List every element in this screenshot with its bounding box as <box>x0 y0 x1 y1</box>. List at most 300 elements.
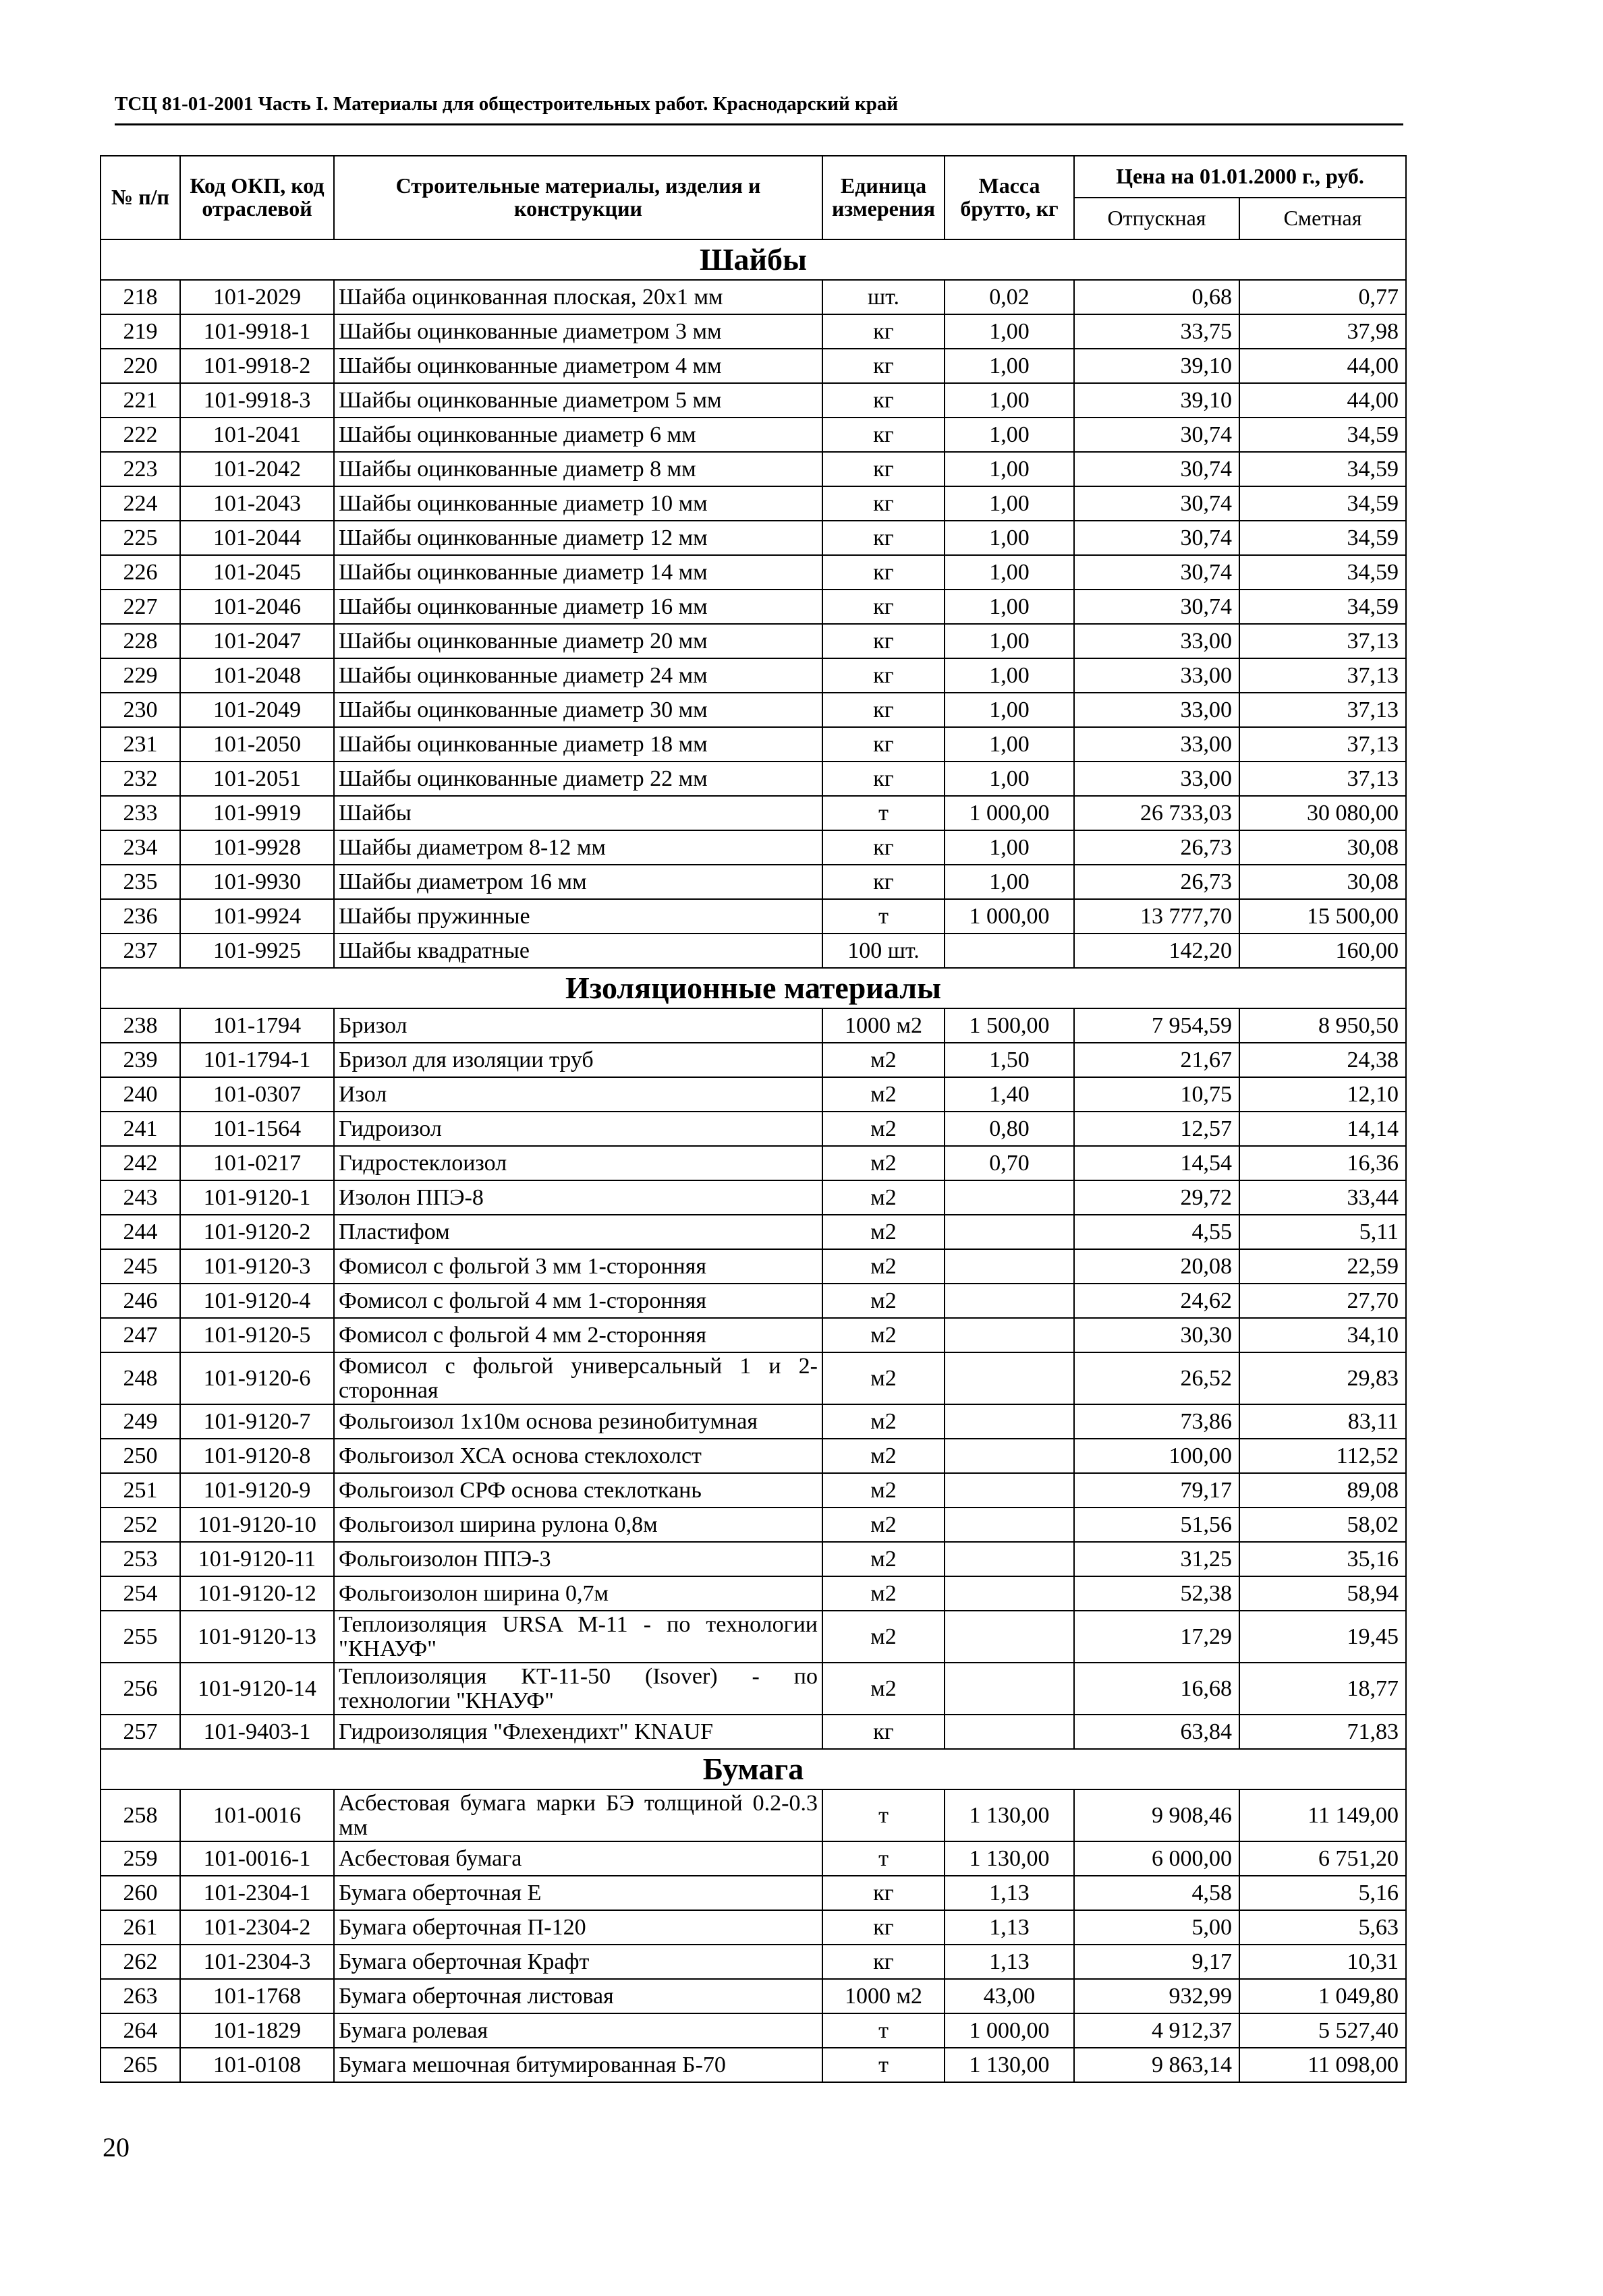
cell-num: 250 <box>101 1439 180 1473</box>
cell-code: 101-2048 <box>180 658 334 693</box>
cell-name: Шайбы оцинкованные диаметр 24 мм <box>334 658 822 693</box>
cell-unit: кг <box>822 727 945 762</box>
cell-num: 244 <box>101 1215 180 1249</box>
cell-unit: кг <box>822 486 945 521</box>
cell-estimate: 11 149,00 <box>1239 1789 1406 1841</box>
materials-table <box>100 155 1407 2083</box>
cell-estimate: 35,16 <box>1239 1542 1406 1576</box>
cell-num: 252 <box>101 1508 180 1542</box>
cell-code: 101-2044 <box>180 521 334 555</box>
cell-mass: 1,00 <box>945 383 1074 418</box>
cell-code: 101-9918-2 <box>180 349 334 383</box>
cell-name: Шайбы квадратные <box>334 934 822 968</box>
cell-num: 261 <box>101 1910 180 1945</box>
cell-unit: м2 <box>822 1284 945 1318</box>
cell-num: 230 <box>101 693 180 727</box>
cell-num: 220 <box>101 349 180 383</box>
cell-name: Бумага оберточная листовая <box>334 1979 822 2013</box>
cell-unit: т <box>822 899 945 934</box>
cell-release: 33,00 <box>1074 762 1239 796</box>
cell-unit: т <box>822 2013 945 2048</box>
cell-release: 9,17 <box>1074 1945 1239 1979</box>
cell-release: 12,57 <box>1074 1112 1239 1146</box>
cell-release: 26 733,03 <box>1074 796 1239 830</box>
cell-release: 33,00 <box>1074 658 1239 693</box>
cell-name: Шайба оцинкованная плоская, 20х1 мм <box>334 280 822 314</box>
cell-estimate: 1 049,80 <box>1239 1979 1406 2013</box>
cell-code: 101-9120-1 <box>180 1180 334 1215</box>
cell-release: 10,75 <box>1074 1077 1239 1112</box>
cell-num: 239 <box>101 1043 180 1077</box>
table-row <box>101 1404 1406 1439</box>
cell-num: 241 <box>101 1112 180 1146</box>
cell-unit: кг <box>822 452 945 486</box>
cell-name: Бризол для изоляции труб <box>334 1043 822 1077</box>
cell-release: 33,75 <box>1074 314 1239 349</box>
cell-code: 101-9919 <box>180 796 334 830</box>
cell-unit: м2 <box>822 1576 945 1611</box>
cell-mass: 1,00 <box>945 452 1074 486</box>
cell-mass <box>945 1215 1074 1249</box>
cell-release: 79,17 <box>1074 1473 1239 1508</box>
section-row <box>101 1749 1406 1789</box>
section-row <box>101 968 1406 1008</box>
table-row <box>101 418 1406 452</box>
table-row <box>101 1876 1406 1910</box>
cell-num: 233 <box>101 796 180 830</box>
cell-num: 263 <box>101 1979 180 2013</box>
header-rule <box>115 123 1403 125</box>
table-row <box>101 693 1406 727</box>
cell-estimate: 30,08 <box>1239 830 1406 865</box>
cell-name: Шайбы оцинкованные диаметр 12 мм <box>334 521 822 555</box>
cell-code: 101-9120-5 <box>180 1318 334 1352</box>
cell-estimate: 44,00 <box>1239 349 1406 383</box>
cell-release: 39,10 <box>1074 383 1239 418</box>
cell-num: 260 <box>101 1876 180 1910</box>
cell-name: Шайбы оцинкованные диаметр 16 мм <box>334 590 822 624</box>
cell-mass: 1,00 <box>945 830 1074 865</box>
cell-mass <box>945 1663 1074 1715</box>
cell-name: Изол <box>334 1077 822 1112</box>
table-row <box>101 1180 1406 1215</box>
cell-release: 31,25 <box>1074 1542 1239 1576</box>
cell-code: 101-2304-1 <box>180 1876 334 1910</box>
cell-unit: м2 <box>822 1473 945 1508</box>
cell-mass: 1,50 <box>945 1043 1074 1077</box>
cell-estimate: 34,59 <box>1239 590 1406 624</box>
cell-estimate: 5,16 <box>1239 1876 1406 1910</box>
section-row <box>101 239 1406 280</box>
cell-unit: м2 <box>822 1542 945 1576</box>
cell-mass: 1,40 <box>945 1077 1074 1112</box>
cell-name: Шайбы оцинкованные диаметр 14 мм <box>334 555 822 590</box>
cell-mass <box>945 1611 1074 1663</box>
cell-num: 256 <box>101 1663 180 1715</box>
cell-num: 242 <box>101 1146 180 1180</box>
col-header-name: Строительные материалы, изделия и конструкции <box>334 156 822 239</box>
cell-unit: кг <box>822 865 945 899</box>
cell-estimate: 37,13 <box>1239 624 1406 658</box>
cell-name: Изолон ППЭ-8 <box>334 1180 822 1215</box>
cell-release: 9 908,46 <box>1074 1789 1239 1841</box>
cell-estimate: 6 751,20 <box>1239 1841 1406 1876</box>
cell-num: 232 <box>101 762 180 796</box>
cell-code: 101-2042 <box>180 452 334 486</box>
table-row <box>101 555 1406 590</box>
table-row <box>101 280 1406 314</box>
cell-release: 9 863,14 <box>1074 2048 1239 2082</box>
cell-mass: 1,00 <box>945 762 1074 796</box>
cell-release: 13 777,70 <box>1074 899 1239 934</box>
cell-release: 932,99 <box>1074 1979 1239 2013</box>
cell-mass <box>945 1318 1074 1352</box>
table-row <box>101 1910 1406 1945</box>
cell-estimate: 34,59 <box>1239 521 1406 555</box>
cell-unit: кг <box>822 1910 945 1945</box>
cell-unit: м2 <box>822 1215 945 1249</box>
table-row <box>101 1611 1406 1663</box>
table-row <box>101 521 1406 555</box>
cell-estimate: 34,59 <box>1239 555 1406 590</box>
cell-unit: кг <box>822 314 945 349</box>
cell-mass: 43,00 <box>945 1979 1074 2013</box>
cell-num: 255 <box>101 1611 180 1663</box>
cell-mass: 0,80 <box>945 1112 1074 1146</box>
cell-release: 6 000,00 <box>1074 1841 1239 1876</box>
cell-num: 245 <box>101 1249 180 1284</box>
cell-code: 101-9120-2 <box>180 1215 334 1249</box>
table-row <box>101 934 1406 968</box>
cell-code: 101-9120-13 <box>180 1611 334 1663</box>
cell-name: Бумага ролевая <box>334 2013 822 2048</box>
cell-estimate: 37,98 <box>1239 314 1406 349</box>
cell-unit: м2 <box>822 1663 945 1715</box>
cell-name: Фольгоизол ХСА основа стеклохолст <box>334 1439 822 1473</box>
table-row <box>101 865 1406 899</box>
cell-estimate: 8 950,50 <box>1239 1008 1406 1043</box>
cell-estimate: 44,00 <box>1239 383 1406 418</box>
cell-name: Теплоизоляция КТ-11-50 (Isover) - по технологии "КНАУФ" <box>334 1663 822 1715</box>
cell-estimate: 30 080,00 <box>1239 796 1406 830</box>
table-row <box>101 1146 1406 1180</box>
cell-code: 101-2029 <box>180 280 334 314</box>
cell-num: 228 <box>101 624 180 658</box>
cell-estimate: 29,83 <box>1239 1352 1406 1404</box>
cell-num: 219 <box>101 314 180 349</box>
cell-name: Фольгоизол ширина рулона 0,8м <box>334 1508 822 1542</box>
cell-code: 101-1564 <box>180 1112 334 1146</box>
cell-code: 101-1768 <box>180 1979 334 2013</box>
table-row <box>101 1112 1406 1146</box>
cell-code: 101-9120-14 <box>180 1663 334 1715</box>
cell-estimate: 12,10 <box>1239 1077 1406 1112</box>
cell-name: Бумага оберточная Е <box>334 1876 822 1910</box>
cell-release: 17,29 <box>1074 1611 1239 1663</box>
table-row <box>101 762 1406 796</box>
cell-release: 4,55 <box>1074 1215 1239 1249</box>
cell-name: Гидроизоляция "Флехендихт" KNAUF <box>334 1715 822 1749</box>
cell-mass: 1 000,00 <box>945 899 1074 934</box>
cell-num: 227 <box>101 590 180 624</box>
cell-mass: 1,13 <box>945 1945 1074 1979</box>
cell-mass <box>945 1249 1074 1284</box>
cell-estimate: 58,02 <box>1239 1508 1406 1542</box>
cell-num: 246 <box>101 1284 180 1318</box>
cell-unit: 1000 м2 <box>822 1979 945 2013</box>
cell-num: 253 <box>101 1542 180 1576</box>
cell-estimate: 83,11 <box>1239 1404 1406 1439</box>
cell-num: 223 <box>101 452 180 486</box>
cell-unit: кг <box>822 349 945 383</box>
page-number: 20 <box>103 2132 130 2162</box>
cell-estimate: 22,59 <box>1239 1249 1406 1284</box>
table-row <box>101 658 1406 693</box>
cell-name: Шайбы оцинкованные диаметром 4 мм <box>334 349 822 383</box>
cell-estimate: 71,83 <box>1239 1715 1406 1749</box>
cell-mass <box>945 1404 1074 1439</box>
cell-release: 26,73 <box>1074 830 1239 865</box>
cell-release: 21,67 <box>1074 1043 1239 1077</box>
cell-unit: кг <box>822 762 945 796</box>
cell-estimate: 89,08 <box>1239 1473 1406 1508</box>
cell-name: Бумага оберточная Крафт <box>334 1945 822 1979</box>
cell-name: Шайбы оцинкованные диаметр 20 мм <box>334 624 822 658</box>
cell-code: 101-9120-11 <box>180 1542 334 1576</box>
table-row <box>101 1318 1406 1352</box>
cell-code: 101-1794 <box>180 1008 334 1043</box>
table-row <box>101 1576 1406 1611</box>
cell-name: Шайбы диаметром 8-12 мм <box>334 830 822 865</box>
table-row <box>101 830 1406 865</box>
cell-name: Асбестовая бумага <box>334 1841 822 1876</box>
cell-num: 218 <box>101 280 180 314</box>
cell-code: 101-9928 <box>180 830 334 865</box>
cell-mass <box>945 1576 1074 1611</box>
cell-unit: м2 <box>822 1043 945 1077</box>
cell-mass: 1,00 <box>945 658 1074 693</box>
cell-unit: м2 <box>822 1404 945 1439</box>
cell-release: 26,52 <box>1074 1352 1239 1404</box>
cell-unit: м2 <box>822 1112 945 1146</box>
cell-name: Шайбы оцинкованные диаметром 3 мм <box>334 314 822 349</box>
table-row <box>101 1284 1406 1318</box>
cell-mass: 1,00 <box>945 693 1074 727</box>
cell-mass <box>945 934 1074 968</box>
cell-mass: 1 130,00 <box>945 2048 1074 2082</box>
cell-mass <box>945 1508 1074 1542</box>
cell-name: Шайбы пружинные <box>334 899 822 934</box>
cell-estimate: 16,36 <box>1239 1146 1406 1180</box>
cell-mass: 1,00 <box>945 555 1074 590</box>
cell-code: 101-0016-1 <box>180 1841 334 1876</box>
cell-mass: 0,02 <box>945 280 1074 314</box>
cell-name: Бумага оберточная П-120 <box>334 1910 822 1945</box>
cell-unit: кг <box>822 555 945 590</box>
cell-num: 226 <box>101 555 180 590</box>
table-row <box>101 1077 1406 1112</box>
cell-name: Шайбы оцинкованные диаметр 30 мм <box>334 693 822 727</box>
cell-code: 101-9120-8 <box>180 1439 334 1473</box>
table-row <box>101 1542 1406 1576</box>
cell-name: Фомисол с фольгой универсальный 1 и 2-сторонная <box>334 1352 822 1404</box>
cell-unit: кг <box>822 624 945 658</box>
cell-code: 101-2050 <box>180 727 334 762</box>
cell-estimate: 14,14 <box>1239 1112 1406 1146</box>
cell-estimate: 0,77 <box>1239 280 1406 314</box>
cell-release: 30,74 <box>1074 418 1239 452</box>
cell-release: 14,54 <box>1074 1146 1239 1180</box>
table-row <box>101 1945 1406 1979</box>
cell-unit: 100 шт. <box>822 934 945 968</box>
col-header-release: Отпускная <box>1074 198 1239 239</box>
cell-code: 101-9930 <box>180 865 334 899</box>
cell-name: Фольгоизол СРФ основа стеклоткань <box>334 1473 822 1508</box>
cell-code: 101-0307 <box>180 1077 334 1112</box>
cell-name: Пластифом <box>334 1215 822 1249</box>
cell-estimate: 24,38 <box>1239 1043 1406 1077</box>
cell-release: 20,08 <box>1074 1249 1239 1284</box>
cell-code: 101-9918-3 <box>180 383 334 418</box>
cell-estimate: 34,10 <box>1239 1318 1406 1352</box>
cell-num: 264 <box>101 2013 180 2048</box>
cell-name: Шайбы оцинкованные диаметр 18 мм <box>334 727 822 762</box>
table-row <box>101 1249 1406 1284</box>
cell-mass: 0,70 <box>945 1146 1074 1180</box>
cell-num: 237 <box>101 934 180 968</box>
cell-unit: м2 <box>822 1180 945 1215</box>
cell-release: 30,74 <box>1074 521 1239 555</box>
table-row <box>101 1215 1406 1249</box>
cell-num: 236 <box>101 899 180 934</box>
cell-estimate: 34,59 <box>1239 418 1406 452</box>
cell-code: 101-9120-3 <box>180 1249 334 1284</box>
cell-name: Фомисол с фольгой 4 мм 1-сторонняя <box>334 1284 822 1318</box>
cell-num: 234 <box>101 830 180 865</box>
cell-num: 247 <box>101 1318 180 1352</box>
cell-code: 101-9120-4 <box>180 1284 334 1318</box>
cell-mass: 1,00 <box>945 865 1074 899</box>
cell-unit: м2 <box>822 1249 945 1284</box>
cell-num: 265 <box>101 2048 180 2082</box>
table-row <box>101 349 1406 383</box>
cell-unit: кг <box>822 658 945 693</box>
cell-release: 30,74 <box>1074 452 1239 486</box>
cell-estimate: 30,08 <box>1239 865 1406 899</box>
cell-unit: кг <box>822 418 945 452</box>
cell-release: 52,38 <box>1074 1576 1239 1611</box>
table-row <box>101 452 1406 486</box>
cell-unit: т <box>822 1789 945 1841</box>
cell-name: Фольгоизолон ширина 0,7м <box>334 1576 822 1611</box>
cell-name: Фомисол с фольгой 4 мм 2-сторонняя <box>334 1318 822 1352</box>
cell-release: 33,00 <box>1074 693 1239 727</box>
cell-unit: кг <box>822 590 945 624</box>
cell-unit: м2 <box>822 1611 945 1663</box>
cell-mass: 1,13 <box>945 1910 1074 1945</box>
cell-unit: кг <box>822 1876 945 1910</box>
table-row <box>101 2013 1406 2048</box>
cell-name: Бумага мешочная битумированная Б-70 <box>334 2048 822 2082</box>
cell-mass: 1,00 <box>945 521 1074 555</box>
cell-mass: 1 130,00 <box>945 1789 1074 1841</box>
cell-code: 101-2045 <box>180 555 334 590</box>
cell-num: 222 <box>101 418 180 452</box>
cell-code: 101-2043 <box>180 486 334 521</box>
col-header-mass: Масса брутто, кг <box>945 156 1074 239</box>
cell-name: Фольгоизол 1х10м основа резинобитумная <box>334 1404 822 1439</box>
cell-release: 4 912,37 <box>1074 2013 1239 2048</box>
cell-unit: кг <box>822 830 945 865</box>
cell-mass: 1,00 <box>945 349 1074 383</box>
cell-mass: 1,13 <box>945 1876 1074 1910</box>
cell-name: Фольгоизолон ППЭ-3 <box>334 1542 822 1576</box>
table-row <box>101 1473 1406 1508</box>
cell-name: Гидроизол <box>334 1112 822 1146</box>
cell-num: 251 <box>101 1473 180 1508</box>
cell-release: 33,00 <box>1074 727 1239 762</box>
cell-num: 262 <box>101 1945 180 1979</box>
cell-mass: 1 000,00 <box>945 796 1074 830</box>
cell-code: 101-9403-1 <box>180 1715 334 1749</box>
cell-release: 100,00 <box>1074 1439 1239 1473</box>
cell-release: 63,84 <box>1074 1715 1239 1749</box>
cell-name: Гидростеклоизол <box>334 1146 822 1180</box>
table-row <box>101 1663 1406 1715</box>
table-row <box>101 1508 1406 1542</box>
cell-mass: 1,00 <box>945 486 1074 521</box>
cell-code: 101-9120-9 <box>180 1473 334 1508</box>
cell-code: 101-0108 <box>180 2048 334 2082</box>
cell-num: 221 <box>101 383 180 418</box>
cell-estimate: 10,31 <box>1239 1945 1406 1979</box>
cell-unit: м2 <box>822 1508 945 1542</box>
cell-mass: 1,00 <box>945 590 1074 624</box>
cell-name: Асбестовая бумага марки БЭ толщиной 0.2-0.3 мм <box>334 1789 822 1841</box>
cell-estimate: 11 098,00 <box>1239 2048 1406 2082</box>
cell-unit: т <box>822 1841 945 1876</box>
cell-name: Шайбы оцинкованные диаметр 8 мм <box>334 452 822 486</box>
cell-mass <box>945 1439 1074 1473</box>
table-row <box>101 1439 1406 1473</box>
cell-estimate: 112,52 <box>1239 1439 1406 1473</box>
cell-code: 101-9120-7 <box>180 1404 334 1439</box>
table-row <box>101 1008 1406 1043</box>
section-title: Изоляционные материалы <box>101 968 1406 1008</box>
cell-num: 249 <box>101 1404 180 1439</box>
cell-code: 101-0016 <box>180 1789 334 1841</box>
table-row <box>101 486 1406 521</box>
cell-code: 101-0217 <box>180 1146 334 1180</box>
cell-name: Шайбы <box>334 796 822 830</box>
cell-mass <box>945 1180 1074 1215</box>
cell-release: 30,74 <box>1074 590 1239 624</box>
cell-estimate: 34,59 <box>1239 452 1406 486</box>
table-body <box>101 239 1406 2082</box>
cell-unit: шт. <box>822 280 945 314</box>
cell-name: Шайбы оцинкованные диаметром 5 мм <box>334 383 822 418</box>
cell-name: Шайбы оцинкованные диаметр 10 мм <box>334 486 822 521</box>
cell-unit: кг <box>822 1715 945 1749</box>
cell-num: 258 <box>101 1789 180 1841</box>
table-row <box>101 590 1406 624</box>
table-row <box>101 1979 1406 2013</box>
table-row <box>101 1043 1406 1077</box>
cell-estimate: 5 527,40 <box>1239 2013 1406 2048</box>
table-row <box>101 727 1406 762</box>
cell-release: 29,72 <box>1074 1180 1239 1215</box>
table-row <box>101 1352 1406 1404</box>
